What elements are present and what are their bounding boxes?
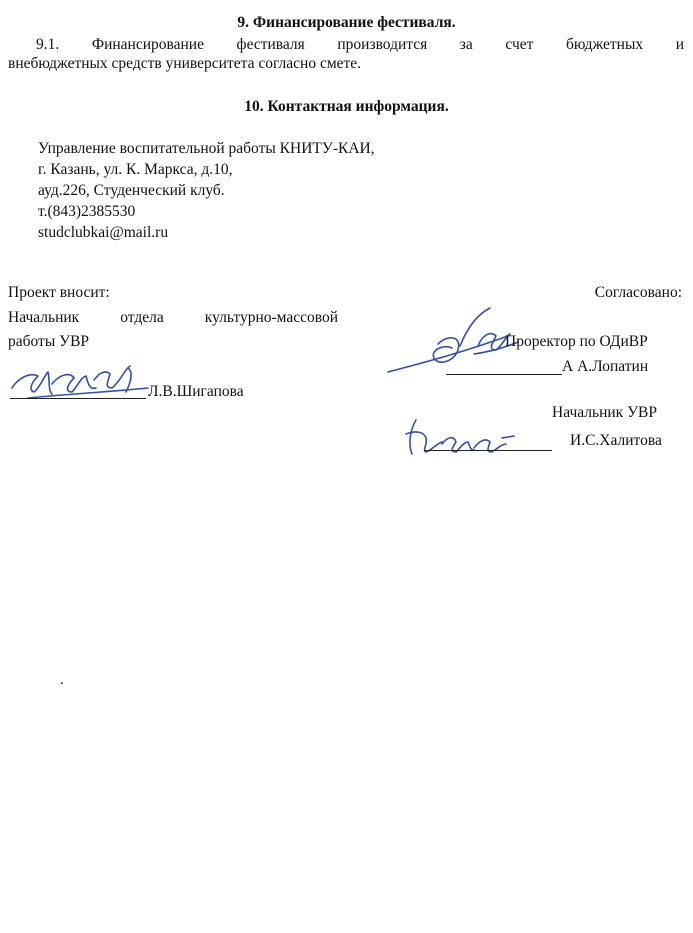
- section-9-title: 9. Финансирование фестиваля.: [237, 14, 456, 31]
- signer1-name: А А.Лопатин: [562, 358, 649, 375]
- proposer-position-line1: Начальник отдела культурно-массовой: [8, 309, 338, 326]
- signature-shigapova-icon: [8, 358, 168, 403]
- footer-mark: .: [60, 672, 64, 688]
- proposer-position-line2: работы УВР: [8, 333, 90, 350]
- contact-line-room: ауд.226, Студенческий клуб.: [38, 182, 225, 199]
- contact-line-phone: т.(843)2385530: [38, 203, 136, 220]
- contact-line-email: studclubkai@mail.ru: [38, 224, 169, 241]
- approval-intro: Согласовано:: [594, 284, 682, 301]
- section-9-text-line2: внебюджетных средств университета согласно смете.: [8, 55, 362, 72]
- contact-line-address: г. Казань, ул. К. Маркса, д.10,: [38, 161, 233, 178]
- contact-block: [38, 138, 375, 243]
- section-9-text-line1: 9.1. Финансирование фестиваля производится за счет бюджетных и: [36, 36, 684, 53]
- signer2-position: Начальник УВР: [552, 404, 657, 421]
- signature-khalitova-icon: [402, 414, 542, 464]
- proposer-signature-line: [10, 398, 146, 399]
- section-9-paragraph: [8, 35, 684, 73]
- proposer-name: Л.В.Шигапова: [148, 383, 244, 400]
- contact-line-org: Управление воспитательной работы КНИТУ-КАИ,: [38, 140, 375, 157]
- signer2-signature-line: [424, 450, 552, 451]
- signer1-signature-line: [446, 374, 562, 375]
- signer1-position: Проректор по ОДиВР: [505, 333, 648, 350]
- proposer-intro: Проект вносит:: [8, 284, 110, 301]
- section-10-title: 10. Контактная информация.: [244, 98, 449, 115]
- signer2-name: И.С.Халитова: [570, 432, 662, 449]
